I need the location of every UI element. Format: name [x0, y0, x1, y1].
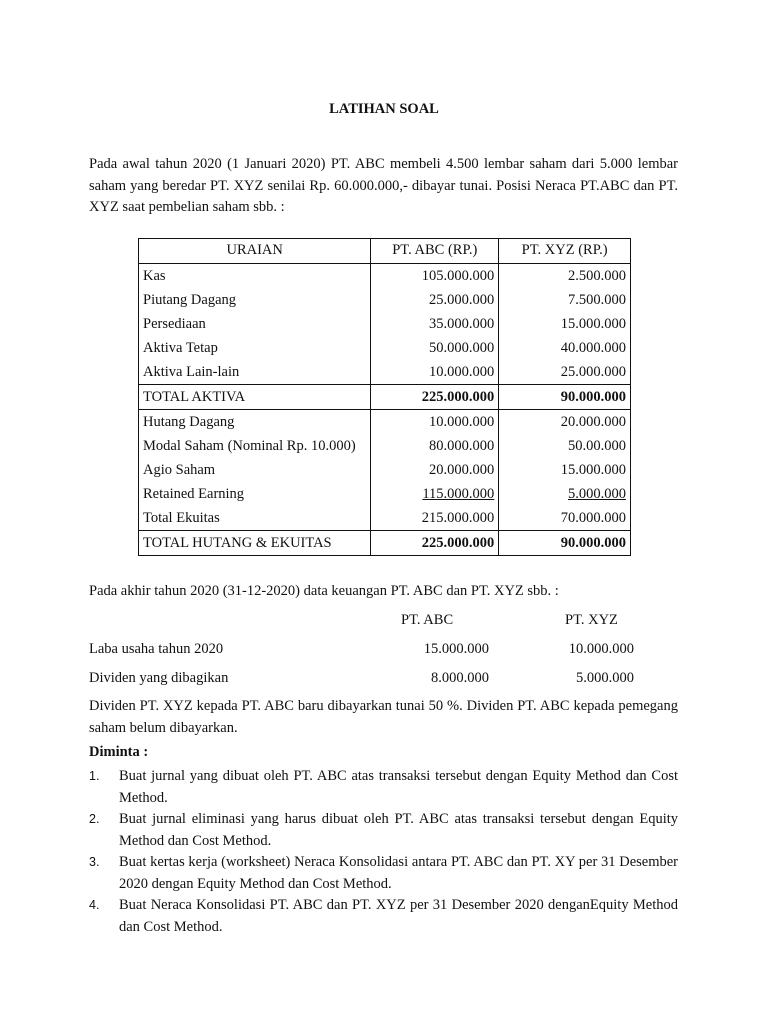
- row-abc-value: 80.000.000: [371, 434, 499, 458]
- item-text: Buat jurnal eliminasi yang harus dibuat oleh PT. ABC atas transaksi tersebut dengan Equity Method dan Cost Method.: [119, 811, 678, 849]
- row-abc-value: 105.000.000: [371, 264, 499, 289]
- year-end-intro: Pada akhir tahun 2020 (31-12-2020) data keuangan PT. ABC dan PT. XYZ sbb. :: [89, 583, 559, 599]
- row-xyz-value: 90.000.000: [499, 385, 631, 410]
- header-uraian: URAIAN: [139, 239, 371, 264]
- list-item: [89, 766, 678, 809]
- row-abc-value: 20.000.000: [371, 458, 499, 482]
- item-number: 1.: [89, 769, 100, 783]
- year-end-header-abc: PT. ABC: [401, 612, 454, 628]
- table-row: [139, 312, 631, 336]
- row-xyz-value: 25.000.000: [499, 360, 631, 385]
- table-row: [139, 264, 631, 289]
- year-end-row: [89, 640, 634, 669]
- table-row: [139, 360, 631, 385]
- item-number: 2.: [89, 812, 100, 826]
- row-label: Retained Earning: [139, 482, 371, 506]
- diminta-heading: Diminta :: [89, 744, 149, 760]
- row-label: Hutang Dagang: [139, 410, 371, 435]
- row-label: Aktiva Tetap: [139, 336, 371, 360]
- year-end-label: Laba usaha tahun 2020: [89, 641, 224, 657]
- total-hutang-ekuitas-row: [139, 531, 631, 556]
- row-abc-value: 10.000.000: [371, 360, 499, 385]
- header-abc: PT. ABC (RP.): [371, 239, 499, 264]
- intro-paragraph: Pada awal tahun 2020 (1 Januari 2020) PT. ABC membeli 4.500 lembar saham dari 5.000 lembar saham yang beredar PT. XYZ senilai Rp. 60.000.000,- dibayar tunai. Posisi Neraca PT.ABC dan PT. XYZ saat pembelian saham sbb. :: [89, 156, 678, 215]
- row-label: Agio Saham: [139, 458, 371, 482]
- table-header-row: [139, 239, 631, 264]
- table-row: [139, 288, 631, 312]
- page-title: LATIHAN SOAL: [329, 101, 439, 117]
- list-item: [89, 895, 678, 938]
- year-end-table: [89, 611, 634, 698]
- row-label: Persediaan: [139, 312, 371, 336]
- row-abc-value: 25.000.000: [371, 288, 499, 312]
- row-label: Piutang Dagang: [139, 288, 371, 312]
- row-xyz-value: 50.00.000: [499, 434, 631, 458]
- row-abc-value: 50.000.000: [371, 336, 499, 360]
- row-label: Aktiva Lain-lain: [139, 360, 371, 385]
- row-abc-value: 225.000.000: [371, 385, 499, 410]
- row-xyz-value: 20.000.000: [499, 410, 631, 435]
- row-abc-value: 215.000.000: [371, 506, 499, 531]
- row-xyz-value: 40.000.000: [499, 336, 631, 360]
- dividend-note: Dividen PT. XYZ kepada PT. ABC baru dibayarkan tunai 50 %. Dividen PT. ABC kepada pemegang saham belum dibayarkan.: [89, 698, 678, 736]
- table-row: [139, 482, 631, 506]
- row-abc-value: 35.000.000: [371, 312, 499, 336]
- row-label: TOTAL AKTIVA: [139, 385, 371, 410]
- row-label: Total Ekuitas: [139, 506, 371, 531]
- year-end-xyz-value: 5.000.000: [576, 670, 634, 686]
- row-xyz-value: 90.000.000: [499, 531, 631, 556]
- table-row: [139, 336, 631, 360]
- item-text: Buat jurnal yang dibuat oleh PT. ABC atas transaksi tersebut dengan Equity Method dan Cost Method.: [119, 768, 678, 806]
- item-text: Buat Neraca Konsolidasi PT. ABC dan PT. XYZ per 31 Desember 2020 denganEquity Method dan Cost Method.: [119, 897, 678, 935]
- list-item: [89, 809, 678, 852]
- year-end-abc-value: 15.000.000: [423, 641, 489, 657]
- year-end-row: [89, 669, 634, 698]
- row-label: TOTAL HUTANG & EKUITAS: [139, 531, 371, 556]
- row-xyz-value: 15.000.000: [499, 458, 631, 482]
- row-label: Kas: [139, 264, 371, 289]
- row-abc-value: 225.000.000: [371, 531, 499, 556]
- year-end-header-xyz: PT. XYZ: [565, 612, 618, 628]
- table-row: [139, 434, 631, 458]
- item-number: 3.: [89, 855, 100, 869]
- row-abc-value: 115.000.000: [422, 486, 495, 502]
- item-number: 4.: [89, 898, 100, 912]
- year-end-header-row: [89, 611, 634, 640]
- list-item: [89, 852, 678, 895]
- row-xyz-value: 70.000.000: [499, 506, 631, 531]
- total-aktiva-row: [139, 385, 631, 410]
- table-row: [139, 410, 631, 435]
- table-row: [139, 458, 631, 482]
- header-xyz: PT. XYZ (RP.): [499, 239, 631, 264]
- row-xyz-value: 5.000.000: [568, 486, 626, 502]
- year-end-abc-value: 8.000.000: [431, 670, 489, 686]
- row-xyz-value: 2.500.000: [499, 264, 631, 289]
- year-end-label: Dividen yang dibagikan: [89, 670, 229, 686]
- row-abc-value: 10.000.000: [371, 410, 499, 435]
- requirements-list: [89, 766, 678, 938]
- row-xyz-value: 15.000.000: [499, 312, 631, 336]
- balance-sheet-table: [138, 238, 631, 556]
- table-row: [139, 506, 631, 531]
- item-text: Buat kertas kerja (worksheet) Neraca Konsolidasi antara PT. ABC dan PT. XY per 31 Desember 2020 dengan Equity Method dan Cost Method.: [119, 854, 678, 892]
- row-xyz-value: 7.500.000: [499, 288, 631, 312]
- year-end-xyz-value: 10.000.000: [568, 641, 634, 657]
- row-label: Modal Saham (Nominal Rp. 10.000): [139, 434, 371, 458]
